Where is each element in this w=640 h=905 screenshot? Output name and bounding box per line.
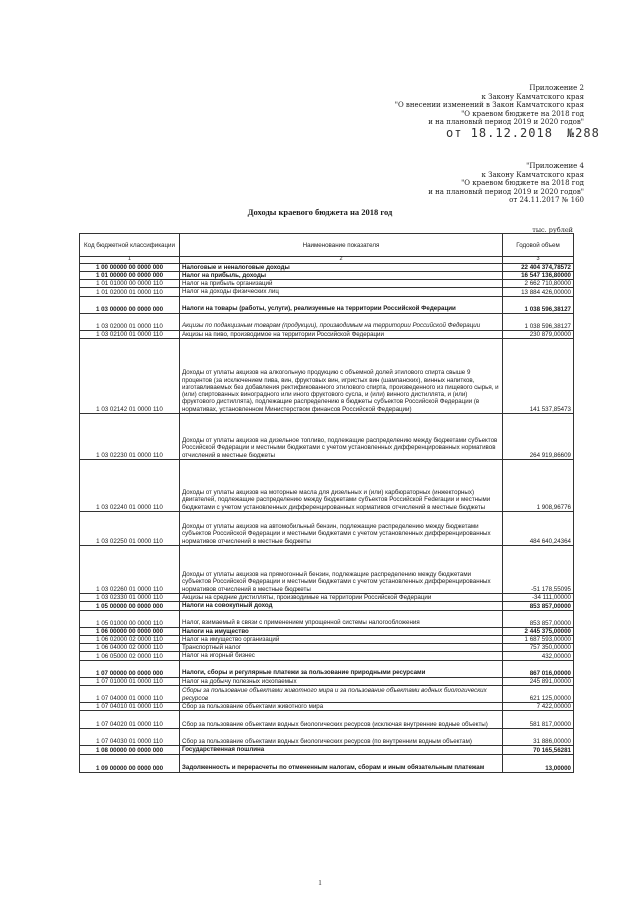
row-code: 1 07 04020 01 0000 110 — [80, 711, 180, 729]
row-name: Транспортный налог — [180, 644, 503, 652]
row-name: Сбор за пользование объектами водных биологических ресурсов (по внутренним водным объектам) — [180, 729, 503, 746]
row-value: 245 891,00000 — [503, 677, 574, 685]
row-value: 230 879,00000 — [503, 330, 574, 338]
row-name: Налог на доходы физических лиц — [180, 288, 503, 296]
row-code: 1 07 00000 00 0000 000 — [80, 660, 180, 677]
row-name: Доходы от уплаты акцизов на прямогонный бензин, подлежащие распределению между бюджетами субъектов Российской Федерации и местными бюджетами с учетом установленных дифференцированных нормативов отчислений в местные бюджеты — [180, 545, 503, 593]
row-code: 1 09 00000 00 0000 000 — [80, 754, 180, 772]
row-value: 31 886,00000 — [503, 729, 574, 746]
header-line: от 24.11.2017 № 160 — [509, 196, 584, 205]
table-row — [80, 511, 574, 545]
row-code: 1 05 01000 00 0000 110 — [80, 610, 180, 627]
table-row — [80, 711, 574, 729]
row-code: 1 03 02260 01 0000 110 — [80, 545, 180, 593]
table-row — [80, 677, 574, 685]
row-name: Сбор за пользование объектами водных биологических ресурсов (исключая внутренние водные объекты) — [180, 711, 503, 729]
row-code: 1 03 02142 01 0000 110 — [80, 338, 180, 413]
row-name: Задолженность и перерасчеты по отмененным налогам, сборам и иным обязательным платежам — [180, 754, 503, 772]
table-row — [80, 602, 574, 610]
row-name: Сборы за пользование объектами животного мира и за пользование объектами водных биологических ресурсов — [180, 686, 503, 703]
row-name: Акцизы на средние дистилляты, производимые на территории Российской Федерации — [180, 593, 503, 601]
row-code: 1 03 02000 01 0000 110 — [80, 313, 180, 330]
row-code: 1 03 02240 01 0000 110 — [80, 459, 180, 511]
row-value: 757 350,00000 — [503, 644, 574, 652]
table-row — [80, 746, 574, 754]
table-row — [80, 459, 574, 511]
header-line: "О краевом бюджете на 2018 год — [461, 109, 584, 118]
row-name: Налоги на совокупный доход — [180, 602, 503, 610]
row-value: 1 038 596,38127 — [503, 296, 574, 313]
row-name: Налоги на имущество — [180, 627, 503, 635]
row-code: 1 03 02250 01 0000 110 — [80, 511, 180, 545]
row-name: Налог на прибыль, доходы — [180, 271, 503, 279]
row-code: 1 07 01000 01 0000 110 — [80, 677, 180, 685]
col-code-header: Код бюджетной классификации — [80, 234, 180, 257]
row-value: 853 857,00000 — [503, 610, 574, 627]
row-code: 1 03 02330 01 0000 110 — [80, 593, 180, 601]
page-number: 1 — [318, 879, 322, 887]
table-row — [80, 754, 574, 772]
row-value: 1 687 593,00000 — [503, 635, 574, 643]
appendix-header — [395, 84, 584, 127]
row-value: 484 640,24364 — [503, 511, 574, 545]
row-code: 1 07 04010 01 0000 110 — [80, 703, 180, 711]
row-code: 1 00 00000 00 0000 000 — [80, 263, 180, 271]
row-value: 13,00000 — [503, 754, 574, 772]
appendix-header-original — [428, 162, 584, 205]
row-value: 13 884 426,00000 — [503, 288, 574, 296]
row-code: 1 08 00000 00 0000 000 — [80, 746, 180, 754]
table-row — [80, 545, 574, 593]
row-value: 7 422,00000 — [503, 703, 574, 711]
table-header-row — [80, 234, 574, 257]
row-name: Налоги на товары (работы, услуги), реализуемые на территории Российской Федерации — [180, 296, 503, 313]
row-code: 1 01 01000 00 0000 110 — [80, 280, 180, 288]
row-value: 141 537,85473 — [503, 338, 574, 413]
row-name: Налоговые и неналоговые доходы — [180, 263, 503, 271]
row-value: 22 404 374,78572 — [503, 263, 574, 271]
document-title: Доходы краевого бюджета на 2018 год — [247, 207, 393, 217]
header-line: и на плановый период 2019 и 2020 годов" — [428, 118, 584, 127]
row-code: 1 07 04000 01 0000 110 — [80, 686, 180, 703]
row-value: 70 165,56281 — [503, 746, 574, 754]
row-name: Налог на добычу полезных ископаемых — [180, 677, 503, 685]
stamp-number: №288 — [566, 126, 600, 140]
header-line: к Закону Камчатского края — [481, 92, 584, 101]
table-row — [80, 338, 574, 413]
row-value: -34 111,00000 — [503, 593, 574, 601]
table-row — [80, 296, 574, 313]
row-value: 432,00000 — [503, 652, 574, 660]
row-value: 581 817,00000 — [503, 711, 574, 729]
row-name: Доходы от уплаты акцизов на алкогольную продукцию с объемной долей этилового спирта свыше 9 процентов (за исключением пива, вин, фруктовых вин, игристых вин (шампанских), винных напитков, изготавливаемых без добавления ректификованного этилового спирта, произведенного из пищевого сырья, и (или) спиртованных виноградного или иного фруктового сусла, и (или) винного дистиллята, и (или) фруктового дистиллята), подлежащие распределению в бюджеты субъектов Российской Федерации (в нормативах, установленном Министерством финансов Российской Федерации) — [180, 338, 503, 413]
header-line: "О краевом бюджете на 2018 год — [461, 179, 584, 188]
row-name: Доходы от уплаты акцизов на дизельное топливо, подлежащие распределению между бюджетами субъектов Российской Федерации и местными бюджетами с учетом установленных дифференцированных нормативов отчислений в местные бюджеты — [180, 413, 503, 459]
row-value: 2 445 375,00000 — [503, 627, 574, 635]
table-row — [80, 660, 574, 677]
row-value: 853 857,00000 — [503, 602, 574, 610]
header-line: Приложение 2 — [529, 84, 584, 92]
table-row — [80, 263, 574, 271]
table-row — [80, 644, 574, 652]
revenue-table — [79, 233, 574, 773]
row-name: Налоги, сборы и регулярные платежи за пользование природными ресурсами — [180, 660, 503, 677]
unit-label: тыс. рублей — [532, 226, 573, 234]
col-number: 3 — [503, 257, 574, 264]
table-row — [80, 686, 574, 703]
col-name-header: Наименование показателя — [180, 234, 503, 257]
table-row — [80, 413, 574, 459]
table-row — [80, 313, 574, 330]
table-row — [80, 330, 574, 338]
header-line: и на плановый период 2019 и 2020 годов" — [428, 187, 584, 196]
table-row — [80, 627, 574, 635]
table-row — [80, 652, 574, 660]
row-code: 1 06 02000 02 0000 110 — [80, 635, 180, 643]
row-value: 16 547 136,80000 — [503, 271, 574, 279]
table-row — [80, 635, 574, 643]
table-row — [80, 729, 574, 746]
table-row — [80, 271, 574, 279]
table-row — [80, 280, 574, 288]
row-code: 1 07 04030 01 0000 110 — [80, 729, 180, 746]
header-line: "О внесении изменений в Закон Камчатского края — [394, 101, 584, 110]
row-name: Доходы от уплаты акцизов на моторные масла для дизельных и (или) карбюраторных (инжекторных) двигателей, подлежащие распределению между бюджетами субъектов Российской Federации и местными бюджетами с учетом установленных дифференцированных нормативов отчислений в местные бюджеты — [180, 459, 503, 511]
row-code: 1 06 05000 02 0000 110 — [80, 652, 180, 660]
row-value: 621 125,00000 — [503, 686, 574, 703]
amendment-stamp — [446, 126, 600, 140]
row-value: 1 908,96776 — [503, 459, 574, 511]
row-name: Налог на прибыль организаций — [180, 280, 503, 288]
row-code: 1 06 04000 02 0000 110 — [80, 644, 180, 652]
stamp-date: от 18.12.2018 — [446, 126, 553, 140]
col-value-header: Годовой объем — [503, 234, 574, 257]
row-value: 264 919,86609 — [503, 413, 574, 459]
row-value: 2 662 710,80000 — [503, 280, 574, 288]
row-code: 1 01 02000 01 0000 110 — [80, 288, 180, 296]
row-name: Доходы от уплаты акцизов на автомобильный бензин, подлежащие распределению между бюджетами субъектов Российской Федерации и местными бюджетами с учетом установленных дифференцированных нормативов отчислений в местные бюджеты — [180, 511, 503, 545]
row-name: Акцизы по подакцизным товарам (продукции), производимым на территории Российской Федерации — [180, 313, 503, 330]
row-name: Сбор за пользование объектами животного мира — [180, 703, 503, 711]
row-code: 1 01 00000 00 0000 000 — [80, 271, 180, 279]
table-row — [80, 593, 574, 601]
table-row — [80, 703, 574, 711]
col-number: 2 — [180, 257, 503, 264]
row-code: 1 05 00000 00 0000 000 — [80, 602, 180, 610]
header-line: "Приложение 4 — [526, 162, 584, 170]
row-value: 867 016,00000 — [503, 660, 574, 677]
row-code: 1 03 00000 00 0000 000 — [80, 296, 180, 313]
row-code: 1 03 02100 01 0000 110 — [80, 330, 180, 338]
row-name: Налог, взимаемый в связи с применением упрощенной системы налогообложения — [180, 610, 503, 627]
row-value: -51 178,55095 — [503, 545, 574, 593]
row-value: 1 038 596,38127 — [503, 313, 574, 330]
row-name: Налог на имущество организаций — [180, 635, 503, 643]
row-code: 1 06 00000 00 0000 000 — [80, 627, 180, 635]
header-line: к Закону Камчатского края — [481, 170, 584, 179]
row-code: 1 03 02230 01 0000 110 — [80, 413, 180, 459]
table-row — [80, 288, 574, 296]
row-name: Государственная пошлина — [180, 746, 503, 754]
col-number: 1 — [80, 257, 180, 264]
row-name: Акцизы на пиво, производимое на территории Российской Федерации — [180, 330, 503, 338]
table-row — [80, 610, 574, 627]
row-name: Налог на игорный бизнес — [180, 652, 503, 660]
